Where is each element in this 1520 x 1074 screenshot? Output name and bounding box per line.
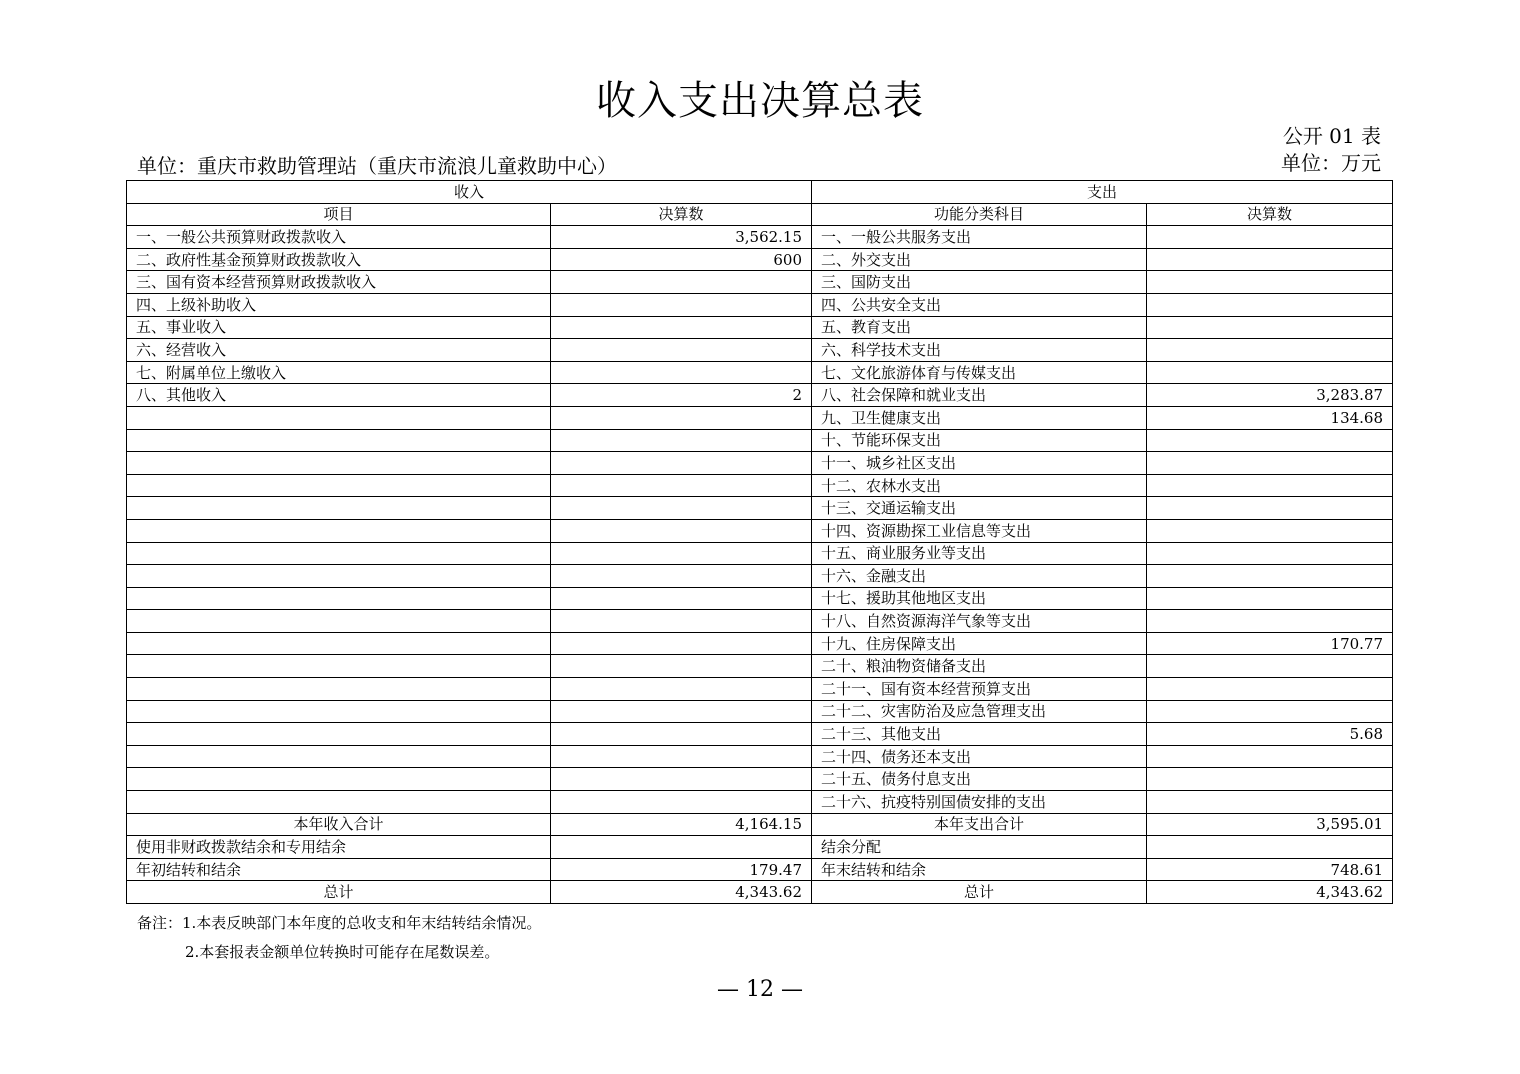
- income-amount-cell: [551, 293, 812, 316]
- table-row: [127, 406, 1393, 429]
- table-row: [127, 519, 1393, 542]
- expense-amount-cell: [1147, 339, 1393, 362]
- expense-item-cell: 二十二、灾害防治及应急管理支出: [812, 700, 1147, 723]
- expense-amount-cell: [1147, 791, 1393, 814]
- table-row: [127, 474, 1393, 497]
- income-item-cell: [127, 745, 551, 768]
- col-header-function: 功能分类科目: [812, 203, 1147, 226]
- income-amount-cell: [551, 723, 812, 746]
- income-item-cell: [127, 700, 551, 723]
- table-row: [127, 248, 1393, 271]
- expense-amount-cell: [1147, 429, 1393, 452]
- table-row: [127, 587, 1393, 610]
- table-row: [127, 316, 1393, 339]
- reporting-unit: 单位：重庆市救助管理站（重庆市流浪儿童救助中心）: [137, 154, 617, 178]
- table-row: [127, 723, 1393, 746]
- table-row: [127, 226, 1393, 249]
- grand-expense-value: 4,343.62: [1147, 881, 1393, 904]
- expense-amount-cell: [1147, 248, 1393, 271]
- income-item-cell: 一、一般公共预算财政拨款收入: [127, 226, 551, 249]
- income-amount-cell: [551, 587, 812, 610]
- col-header-item: 项目: [127, 203, 551, 226]
- income-amount-cell: [551, 406, 812, 429]
- table-row: [127, 700, 1393, 723]
- expense-amount-cell: [1147, 474, 1393, 497]
- section-header-row: [127, 181, 1393, 204]
- table-row: [127, 339, 1393, 362]
- expense-amount-cell: [1147, 745, 1393, 768]
- expense-item-cell: 十、节能环保支出: [812, 429, 1147, 452]
- expense-amount-cell: [1147, 700, 1393, 723]
- table-row: [127, 768, 1393, 791]
- income-item-cell: 八、其他收入: [127, 384, 551, 407]
- expense-amount-cell: [1147, 293, 1393, 316]
- expense-item-cell: 十九、住房保障支出: [812, 632, 1147, 655]
- expense-item-cell: 二十、粮油物资储备支出: [812, 655, 1147, 678]
- income-amount-cell: [551, 361, 812, 384]
- income-amount-cell: [551, 655, 812, 678]
- page-title: 收入支出决算总表: [596, 78, 924, 124]
- expense-item-cell: 二十四、债务还本支出: [812, 745, 1147, 768]
- expense-amount-cell: [1147, 610, 1393, 633]
- expense-item-cell: 三、国防支出: [812, 271, 1147, 294]
- income-amount-cell: [551, 678, 812, 701]
- income-amount-cell: [551, 339, 812, 362]
- income-item-cell: [127, 429, 551, 452]
- expense-item-cell: 十六、金融支出: [812, 565, 1147, 588]
- expense-item-cell: 一、一般公共服务支出: [812, 226, 1147, 249]
- expense-item-cell: 九、卫生健康支出: [812, 406, 1147, 429]
- table-row: [127, 542, 1393, 565]
- year-expense-value: 3,595.01: [1147, 813, 1393, 836]
- income-amount-cell: [551, 452, 812, 475]
- col-header-amount2: 决算数: [1147, 203, 1393, 226]
- table-row: [127, 791, 1393, 814]
- grand-total-row: [127, 881, 1393, 904]
- grand-income-value: 4,343.62: [551, 881, 812, 904]
- table-row: [127, 361, 1393, 384]
- table-row: [127, 293, 1393, 316]
- expense-amount-cell: [1147, 361, 1393, 384]
- income-amount-cell: [551, 271, 812, 294]
- grand-income-label: 总计: [127, 881, 551, 904]
- income-item-cell: [127, 791, 551, 814]
- income-amount-cell: [551, 700, 812, 723]
- table-row: [127, 384, 1393, 407]
- income-amount-cell: [551, 632, 812, 655]
- expense-item-cell: 十一、城乡社区支出: [812, 452, 1147, 475]
- currency-unit: 单位：万元: [1281, 151, 1381, 175]
- expense-item-cell: 十二、农林水支出: [812, 474, 1147, 497]
- table-row: [127, 497, 1393, 520]
- expense-item-cell: 二十三、其他支出: [812, 723, 1147, 746]
- income-amount-cell: 2: [551, 384, 812, 407]
- surplus-dist-label: 结余分配: [812, 836, 1147, 859]
- surplus-dist-value: [1147, 836, 1393, 859]
- income-item-cell: [127, 632, 551, 655]
- income-amount-cell: [551, 542, 812, 565]
- table-row: [127, 678, 1393, 701]
- expense-item-cell: 十七、援助其他地区支出: [812, 587, 1147, 610]
- income-item-cell: [127, 519, 551, 542]
- income-amount-cell: [551, 610, 812, 633]
- income-item-cell: [127, 452, 551, 475]
- income-amount-cell: [551, 474, 812, 497]
- end-carry-value: 748.61: [1147, 858, 1393, 881]
- income-amount-cell: [551, 565, 812, 588]
- expense-amount-cell: [1147, 497, 1393, 520]
- income-amount-cell: [551, 519, 812, 542]
- total-row-nonfiscal: [127, 836, 1393, 859]
- income-item-cell: [127, 542, 551, 565]
- expense-item-cell: 七、文化旅游体育与传媒支出: [812, 361, 1147, 384]
- expense-item-cell: 八、社会保障和就业支出: [812, 384, 1147, 407]
- income-item-cell: [127, 497, 551, 520]
- income-item-cell: [127, 587, 551, 610]
- income-amount-cell: [551, 745, 812, 768]
- income-amount-cell: [551, 768, 812, 791]
- table-row: [127, 429, 1393, 452]
- expense-item-cell: 二十一、国有资本经营预算支出: [812, 678, 1147, 701]
- income-item-cell: [127, 610, 551, 633]
- expense-item-cell: 十三、交通运输支出: [812, 497, 1147, 520]
- income-amount-cell: [551, 497, 812, 520]
- budget-summary-table: [126, 180, 1393, 904]
- expense-amount-cell: [1147, 678, 1393, 701]
- income-item-cell: [127, 723, 551, 746]
- income-amount-cell: [551, 316, 812, 339]
- expense-amount-cell: 134.68: [1147, 406, 1393, 429]
- expense-amount-cell: [1147, 768, 1393, 791]
- col-header-amount: 决算数: [551, 203, 812, 226]
- income-item-cell: 三、国有资本经营预算财政拨款收入: [127, 271, 551, 294]
- income-item-cell: 七、附属单位上缴收入: [127, 361, 551, 384]
- year-expense-label: 本年支出合计: [812, 813, 1147, 836]
- income-section-header: 收入: [127, 181, 812, 204]
- nonfiscal-value: [551, 836, 812, 859]
- table-row: [127, 632, 1393, 655]
- expense-item-cell: 二十六、抗疫特别国债安排的支出: [812, 791, 1147, 814]
- year-income-value: 4,164.15: [551, 813, 812, 836]
- income-item-cell: [127, 474, 551, 497]
- expense-amount-cell: 3,283.87: [1147, 384, 1393, 407]
- expense-item-cell: 六、科学技术支出: [812, 339, 1147, 362]
- income-amount-cell: 600: [551, 248, 812, 271]
- expense-amount-cell: [1147, 565, 1393, 588]
- income-amount-cell: [551, 429, 812, 452]
- expense-item-cell: 二十五、债务付息支出: [812, 768, 1147, 791]
- expense-amount-cell: [1147, 271, 1393, 294]
- expense-amount-cell: [1147, 519, 1393, 542]
- expense-amount-cell: [1147, 655, 1393, 678]
- expense-section-header: 支出: [812, 181, 1393, 204]
- expense-amount-cell: [1147, 587, 1393, 610]
- column-header-row: [127, 203, 1393, 226]
- total-row-carry: [127, 858, 1393, 881]
- table-number: 公开 01 表: [1282, 124, 1381, 148]
- income-amount-cell: 3,562.15: [551, 226, 812, 249]
- income-item-cell: [127, 565, 551, 588]
- expense-amount-cell: [1147, 316, 1393, 339]
- begin-carry-label: 年初结转和结余: [127, 858, 551, 881]
- expense-amount-cell: [1147, 226, 1393, 249]
- income-item-cell: [127, 678, 551, 701]
- expense-item-cell: 十五、商业服务业等支出: [812, 542, 1147, 565]
- expense-amount-cell: 5.68: [1147, 723, 1393, 746]
- table-row: [127, 452, 1393, 475]
- expense-item-cell: 五、教育支出: [812, 316, 1147, 339]
- expense-item-cell: 二、外交支出: [812, 248, 1147, 271]
- expense-item-cell: 四、公共安全支出: [812, 293, 1147, 316]
- income-item-cell: [127, 406, 551, 429]
- table-row: [127, 565, 1393, 588]
- expense-amount-cell: [1147, 542, 1393, 565]
- expense-item-cell: 十四、资源勘探工业信息等支出: [812, 519, 1147, 542]
- grand-expense-label: 总计: [812, 881, 1147, 904]
- begin-carry-value: 179.47: [551, 858, 812, 881]
- table-row: [127, 745, 1393, 768]
- expense-item-cell: 十八、自然资源海洋气象等支出: [812, 610, 1147, 633]
- note-line-2: 2.本套报表金额单位转换时可能存在尾数误差。: [185, 943, 500, 961]
- note-line-1: 备注：1.本表反映部门本年度的总收支和年末结转结余情况。: [137, 914, 542, 932]
- table-row: [127, 610, 1393, 633]
- income-item-cell: 六、经营收入: [127, 339, 551, 362]
- total-row-year: [127, 813, 1393, 836]
- nonfiscal-label: 使用非财政拨款结余和专用结余: [127, 836, 551, 859]
- page-number: — 12 —: [717, 977, 803, 1002]
- year-income-label: 本年收入合计: [127, 813, 551, 836]
- income-item-cell: 五、事业收入: [127, 316, 551, 339]
- table-row: [127, 655, 1393, 678]
- table-row: [127, 271, 1393, 294]
- income-amount-cell: [551, 791, 812, 814]
- income-item-cell: [127, 655, 551, 678]
- income-item-cell: [127, 768, 551, 791]
- expense-amount-cell: 170.77: [1147, 632, 1393, 655]
- expense-amount-cell: [1147, 452, 1393, 475]
- income-item-cell: 二、政府性基金预算财政拨款收入: [127, 248, 551, 271]
- income-item-cell: 四、上级补助收入: [127, 293, 551, 316]
- end-carry-label: 年末结转和结余: [812, 858, 1147, 881]
